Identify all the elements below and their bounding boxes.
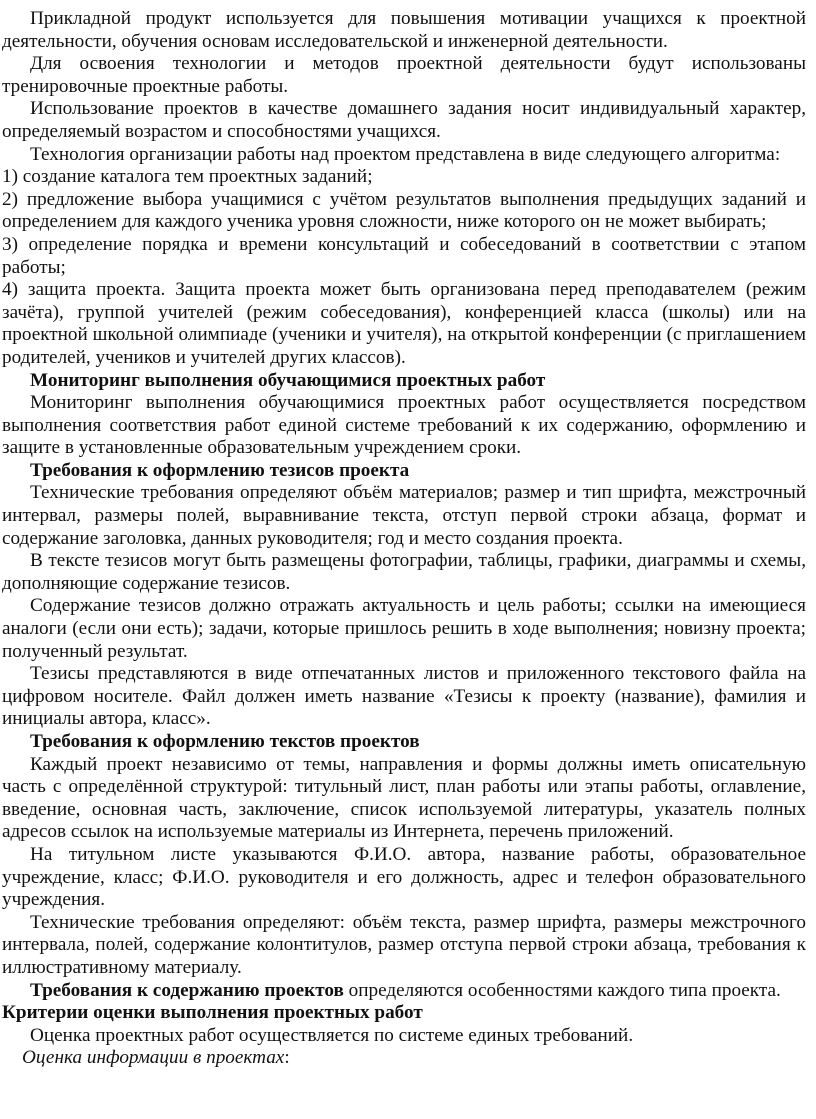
algorithm-step-3: 3) определение порядка и времени консультаций и собеседований в соответствии с этапом работы;	[2, 233, 806, 278]
theses-paragraph-3: Содержание тезисов должно отражать актуальность и цель работы; ссылки на имеющиеся аналоги (если они есть); задачи, которые пришлось решить в ходе выполнения; новизну проекта; полученный результат.	[2, 595, 806, 662]
algorithm-step-4: 4) защита проекта. Защита проекта может быть организована перед преподавателем (режим зачёта), группой учителей (режим собеседования), конференцией класса (школы) или на проектной школьной олимпиаде (ученики и учителя), на открытой конференции (с приглашением родителей, учеников и учителей других классов).	[2, 279, 806, 368]
info-evaluation-label: Оценка информации в проектах	[22, 1047, 285, 1069]
texts-heading: Требования к оформлению текстов проектов	[30, 731, 420, 752]
content-requirements-paragraph	[2, 980, 806, 1003]
intro-paragraph-1: Прикладной продукт используется для повышения мотивации учащихся к проектной деятельности, обучения основам исследовательской и инженерной деятельности.	[2, 8, 806, 52]
algorithm-step-2: 2) предложение выбора учащимися с учётом результатов выполнения предыдущих заданий и определением для каждого ученика уровня сложности, ниже которого он не может выбирать;	[2, 188, 806, 233]
texts-paragraph-3: Технические требования определяют: объём текста, размер шрифта, размеры межстрочного интервала, полей, содержание колонтитулов, размер отступа первой строки абзаца, требования к иллюстративному материалу.	[2, 911, 806, 978]
content-requirements-lead: Требования к содержанию проектов	[30, 979, 344, 1001]
texts-paragraph-2: На титульном листе указываются Ф.И.О. автора, название работы, образовательное учреждение, класс; Ф.И.О. руководителя и его должность, адрес и телефон образовательного учреждения.	[2, 843, 806, 911]
intro-paragraph-2: Для освоения технологии и методов проектной деятельности будут использованы тренировочные проектные работы.	[2, 53, 806, 97]
monitoring-paragraph: Мониторинг выполнения обучающимися проектных работ осуществляется посредством выполнения соответствия работ единой системе требований к их содержанию, оформлению и защите в установленные образовательным учреждением сроки.	[2, 392, 806, 459]
theses-heading: Требования к оформлению тезисов проекта	[30, 459, 410, 481]
criteria-heading: Критерии оценки выполнения проектных работ	[2, 1002, 423, 1024]
content-requirements-rest: определяются особенностями каждого типа проекта.	[343, 979, 781, 1001]
criteria-paragraph: Оценка проектных работ осуществляется по системе единых требований.	[30, 1024, 634, 1046]
info-evaluation-colon: :	[284, 1047, 290, 1069]
info-evaluation-line	[2, 1047, 806, 1070]
intro-paragraph-3: Использование проектов в качестве домашнего задания носит индивидуальный характер, определяемый возрастом и способностями учащихся.	[2, 98, 806, 142]
texts-paragraph-1: Каждый проект независимо от темы, направления и формы должны иметь описательную часть с определённой структурой: титульный лист, план работы или этапы работы, оглавление, введение, основная часть, заключение, список используемой литературы, указатель полных адресов ссылок на используемые материалы из Интернета, перечень приложений.	[2, 753, 806, 843]
theses-paragraph-4: Тезисы представляются в виде отпечатанных листов и приложенного текстового файла на цифровом носителе. Файл должен иметь название «Тезисы к проекту (название), фамилия и инициалы автора, класс».	[2, 663, 806, 730]
algorithm-step-1: 1) создание каталога тем проектных заданий;	[2, 166, 373, 188]
monitoring-heading: Мониторинг выполнения обучающимися проектных работ	[30, 369, 546, 391]
intro-paragraph-4: Технология организации работы над проектом представлена в виде следующего алгоритма:	[30, 143, 781, 165]
theses-paragraph-1: Технические требования определяют объём материалов; размер и тип шрифта, межстрочный интервал, размеры полей, выравнивание текста, отступ первой строки абзаца, формат и содержание заголовка, данных руководителя; год и место создания проекта.	[2, 482, 806, 549]
theses-paragraph-2: В тексте тезисов могут быть размещены фотографии, таблицы, графики, диаграммы и схемы, дополняющие содержание тезисов.	[2, 550, 806, 594]
